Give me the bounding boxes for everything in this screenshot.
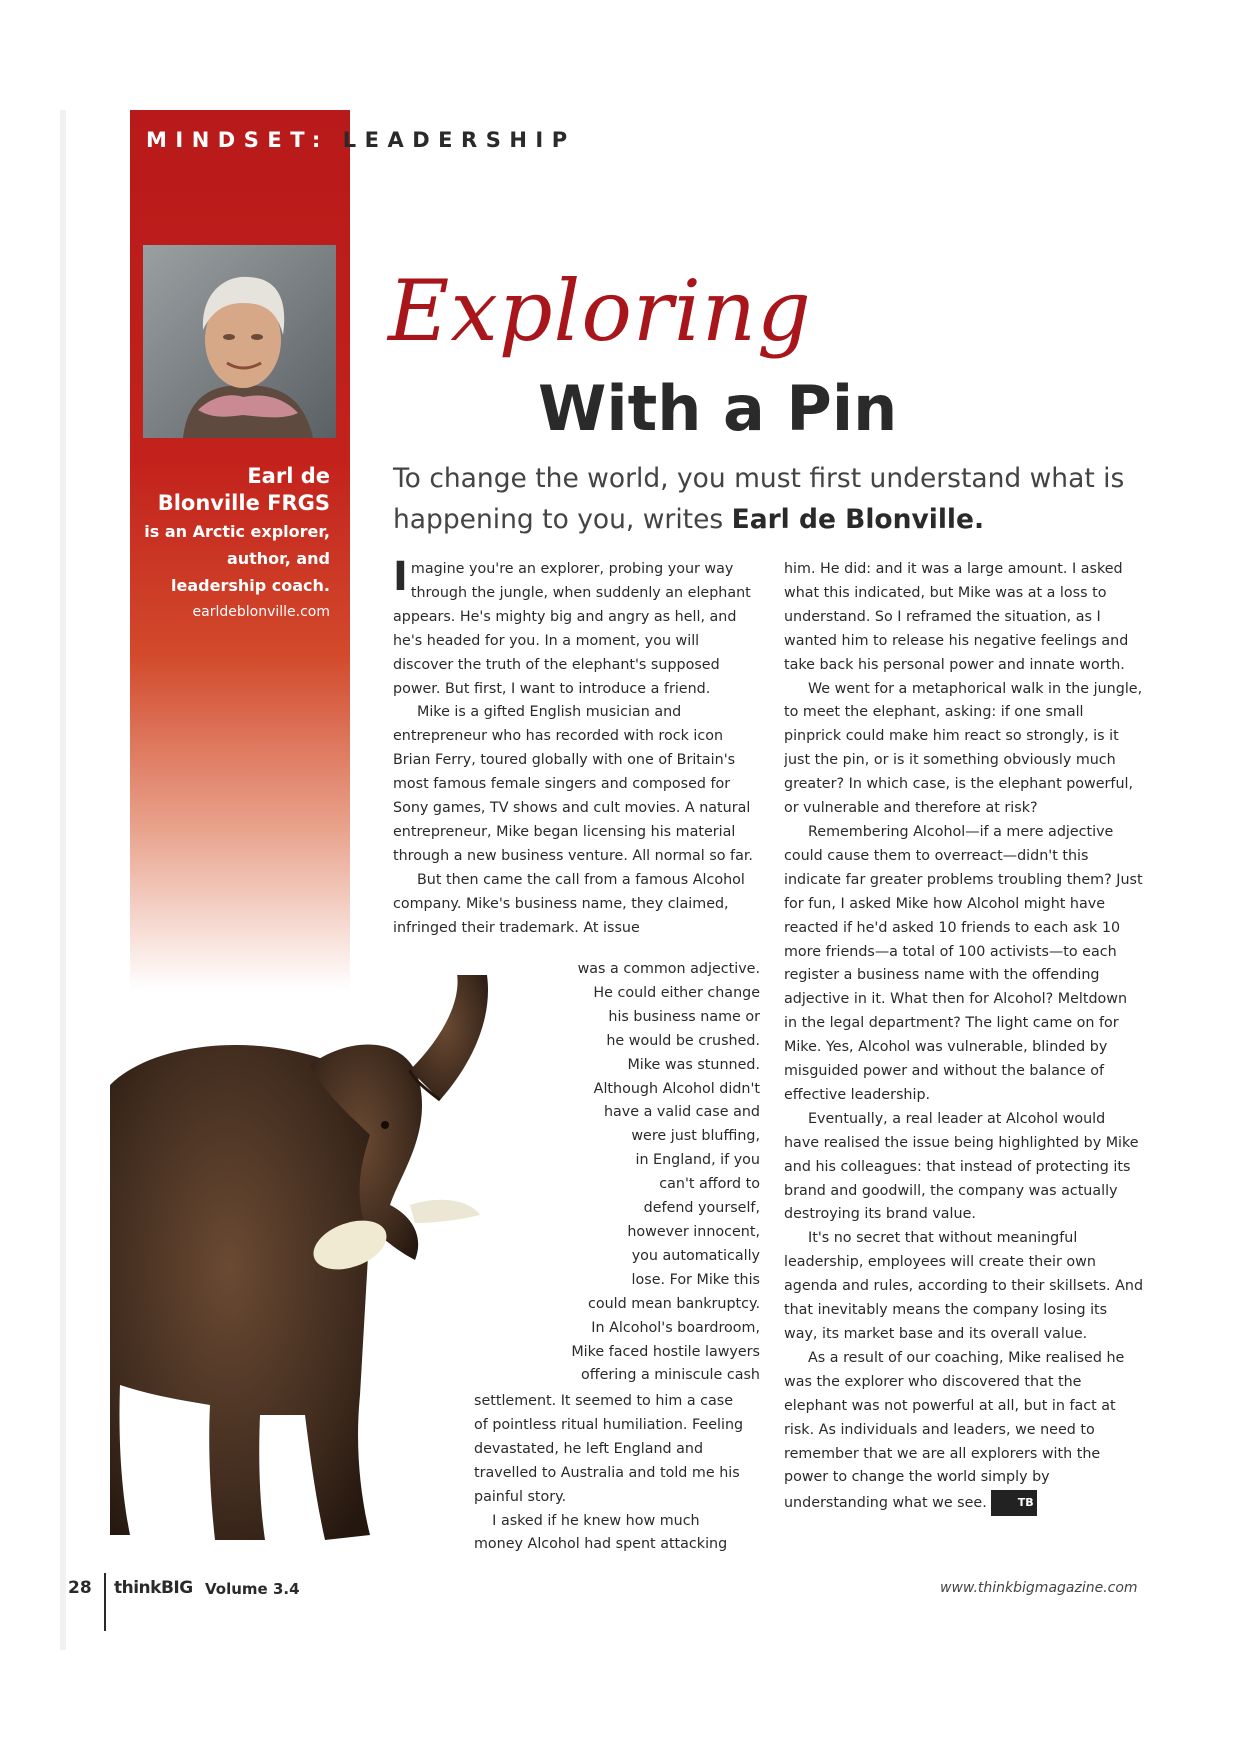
body-column-1 bbox=[393, 558, 763, 968]
magazine-url-link[interactable]: www.thinkbigmagazine.com bbox=[940, 1580, 1138, 1596]
body-line: of pointless ritual humiliation. Feeling bbox=[474, 1416, 744, 1433]
paragraph-9 bbox=[784, 1347, 1144, 1516]
body-line: were just bluffing, bbox=[631, 1128, 760, 1145]
body-line: could mean bankruptcy. bbox=[588, 1295, 760, 1312]
body-line: can't afford to bbox=[659, 1176, 760, 1193]
body-column-2 bbox=[784, 558, 1144, 1554]
paragraph-1 bbox=[393, 558, 763, 701]
body-line: Although Alcohol didn't bbox=[593, 1080, 760, 1097]
paragraph-8: It's no secret that without meaningful leadership, employees will create their own agenda and rules, according to their skillsets. And that inevitably means the company losing its way, its market base and its overall value. bbox=[784, 1230, 1144, 1342]
body-line: his business name or bbox=[608, 1008, 760, 1025]
body-line: painful story. bbox=[474, 1488, 567, 1505]
body-line: offering a miniscule cash bbox=[581, 1367, 760, 1384]
body-line: lose. For Mike this bbox=[631, 1271, 760, 1288]
body-line: Mike was stunned. bbox=[627, 1056, 760, 1073]
body-line: devastated, he left England and bbox=[474, 1440, 704, 1457]
paragraph-1-text: magine you're an explorer, probing your way through the jungle, when suddenly an elephant appears. He's mighty big and angry as hell, and he's headed for you. In a moment, you will discover the truth of the elephant's supposed power. But first, I want to introduce a friend. bbox=[393, 561, 751, 697]
author-desc-line2: author, and bbox=[226, 549, 330, 568]
body-line: you automatically bbox=[631, 1247, 760, 1264]
author-name-line2: Blonville FRGS bbox=[157, 491, 330, 515]
body-line: I asked if he knew how much bbox=[474, 1512, 700, 1529]
paragraph-9-text: As a result of our coaching, Mike realised he was the explorer who discovered that the elephant was not powerful at all, but in fact at risk. As individuals and leaders, we need to remember that we are all explorers with the power to change the world simply by understanding what we see. bbox=[784, 1349, 1125, 1512]
paragraph-3: But then came the call from a famous Alcohol company. Mike's business name, they claimed, infringed their trademark. At issue bbox=[393, 871, 745, 936]
section-label: MINDSET: bbox=[146, 128, 329, 152]
paragraph-2: Mike is a gifted English musician and entrepreneur who has recorded with rock icon Brian Ferry, toured globally with one of Britain's most famous female singers and composed for Sony games, TV shows and cult movies. A natural entrepreneur, Mike began licensing his material through a new business venture. All normal so far. bbox=[393, 704, 753, 864]
body-line: have a valid case and bbox=[603, 1104, 760, 1121]
drop-cap: I bbox=[393, 558, 408, 600]
author-website-link[interactable]: earldeblonville.com bbox=[192, 604, 330, 620]
standfirst bbox=[393, 458, 1153, 540]
author-bio bbox=[140, 463, 330, 624]
title-main: With a Pin bbox=[538, 372, 898, 445]
body-line: however innocent, bbox=[627, 1223, 760, 1240]
body-line: settlement. It seemed to him a case bbox=[474, 1393, 734, 1409]
body-line: money Alcohol had spent attacking bbox=[474, 1536, 728, 1553]
body-line: He could either change bbox=[593, 984, 760, 1001]
body-line: was a common adjective. bbox=[577, 961, 760, 977]
title-script: Exploring bbox=[388, 262, 812, 360]
body-line: travelled to Australia and told me his bbox=[474, 1464, 740, 1481]
author-desc-line3: leadership coach. bbox=[171, 576, 330, 595]
author-photo bbox=[143, 245, 336, 438]
author-desc-line1: is an Arctic explorer, bbox=[144, 522, 330, 541]
body-line: he would be crushed. bbox=[606, 1032, 760, 1049]
end-mark-icon: TB bbox=[991, 1490, 1037, 1516]
body-line: in England, if you bbox=[635, 1152, 760, 1169]
body-line: In Alcohol's boardroom, bbox=[591, 1319, 760, 1336]
elephant-image bbox=[110, 975, 530, 1575]
paragraph-6: Remembering Alcohol—if a mere adjective could cause them to overreact—didn't this indicate far greater problems troubling them? Just for fun, I asked Mike how Alcohol might have reacted if he'd asked 10 friends to each ask 10 more friends—a total of 100 activists—to each register a business name with the offending adjective in it. What then for Alcohol? Meltdown in the legal department? The light came on for Mike. Yes, Alcohol was vulnerable, blinded by misguided power and without the balance of effective leadership. bbox=[784, 823, 1143, 1103]
page-number: 28 bbox=[68, 1578, 92, 1598]
page-edge bbox=[60, 110, 66, 1650]
standfirst-text: To change the world, you must first understand what is happening to you, writes bbox=[393, 463, 1125, 535]
body-line: defend yourself, bbox=[643, 1200, 760, 1217]
author-name-line1: Earl de bbox=[247, 464, 330, 488]
volume-label: Volume 3.4 bbox=[205, 1580, 300, 1598]
paragraph-7: Eventually, a real leader at Alcohol would have realised the issue being highlighted by Mike and his colleagues: that instead of protecting its brand and goodwill, the company was actually destroying its brand value. bbox=[784, 1110, 1139, 1223]
paragraph-4: him. He did: and it was a large amount. I asked what this indicated, but Mike was at a loss to understand. So I reframed the situation, as I wanted him to release his negative feelings and take back his personal power and innate worth. bbox=[784, 561, 1129, 673]
magazine-logo: thinkBIG bbox=[114, 1578, 193, 1598]
section-sub: LEADERSHIP bbox=[342, 128, 576, 152]
footer-divider bbox=[104, 1573, 106, 1631]
section-header bbox=[146, 128, 576, 152]
body-line: Mike faced hostile lawyers bbox=[571, 1343, 760, 1360]
paragraph-5: We went for a metaphorical walk in the jungle, to meet the elephant, asking: if one small pinprick could make him react so strongly, is it just the pin, or is it something obviously much greater? In which case, is the elephant powerful, or vulnerable and therefore at risk? bbox=[784, 680, 1143, 817]
standfirst-author: Earl de Blonville. bbox=[731, 504, 985, 535]
